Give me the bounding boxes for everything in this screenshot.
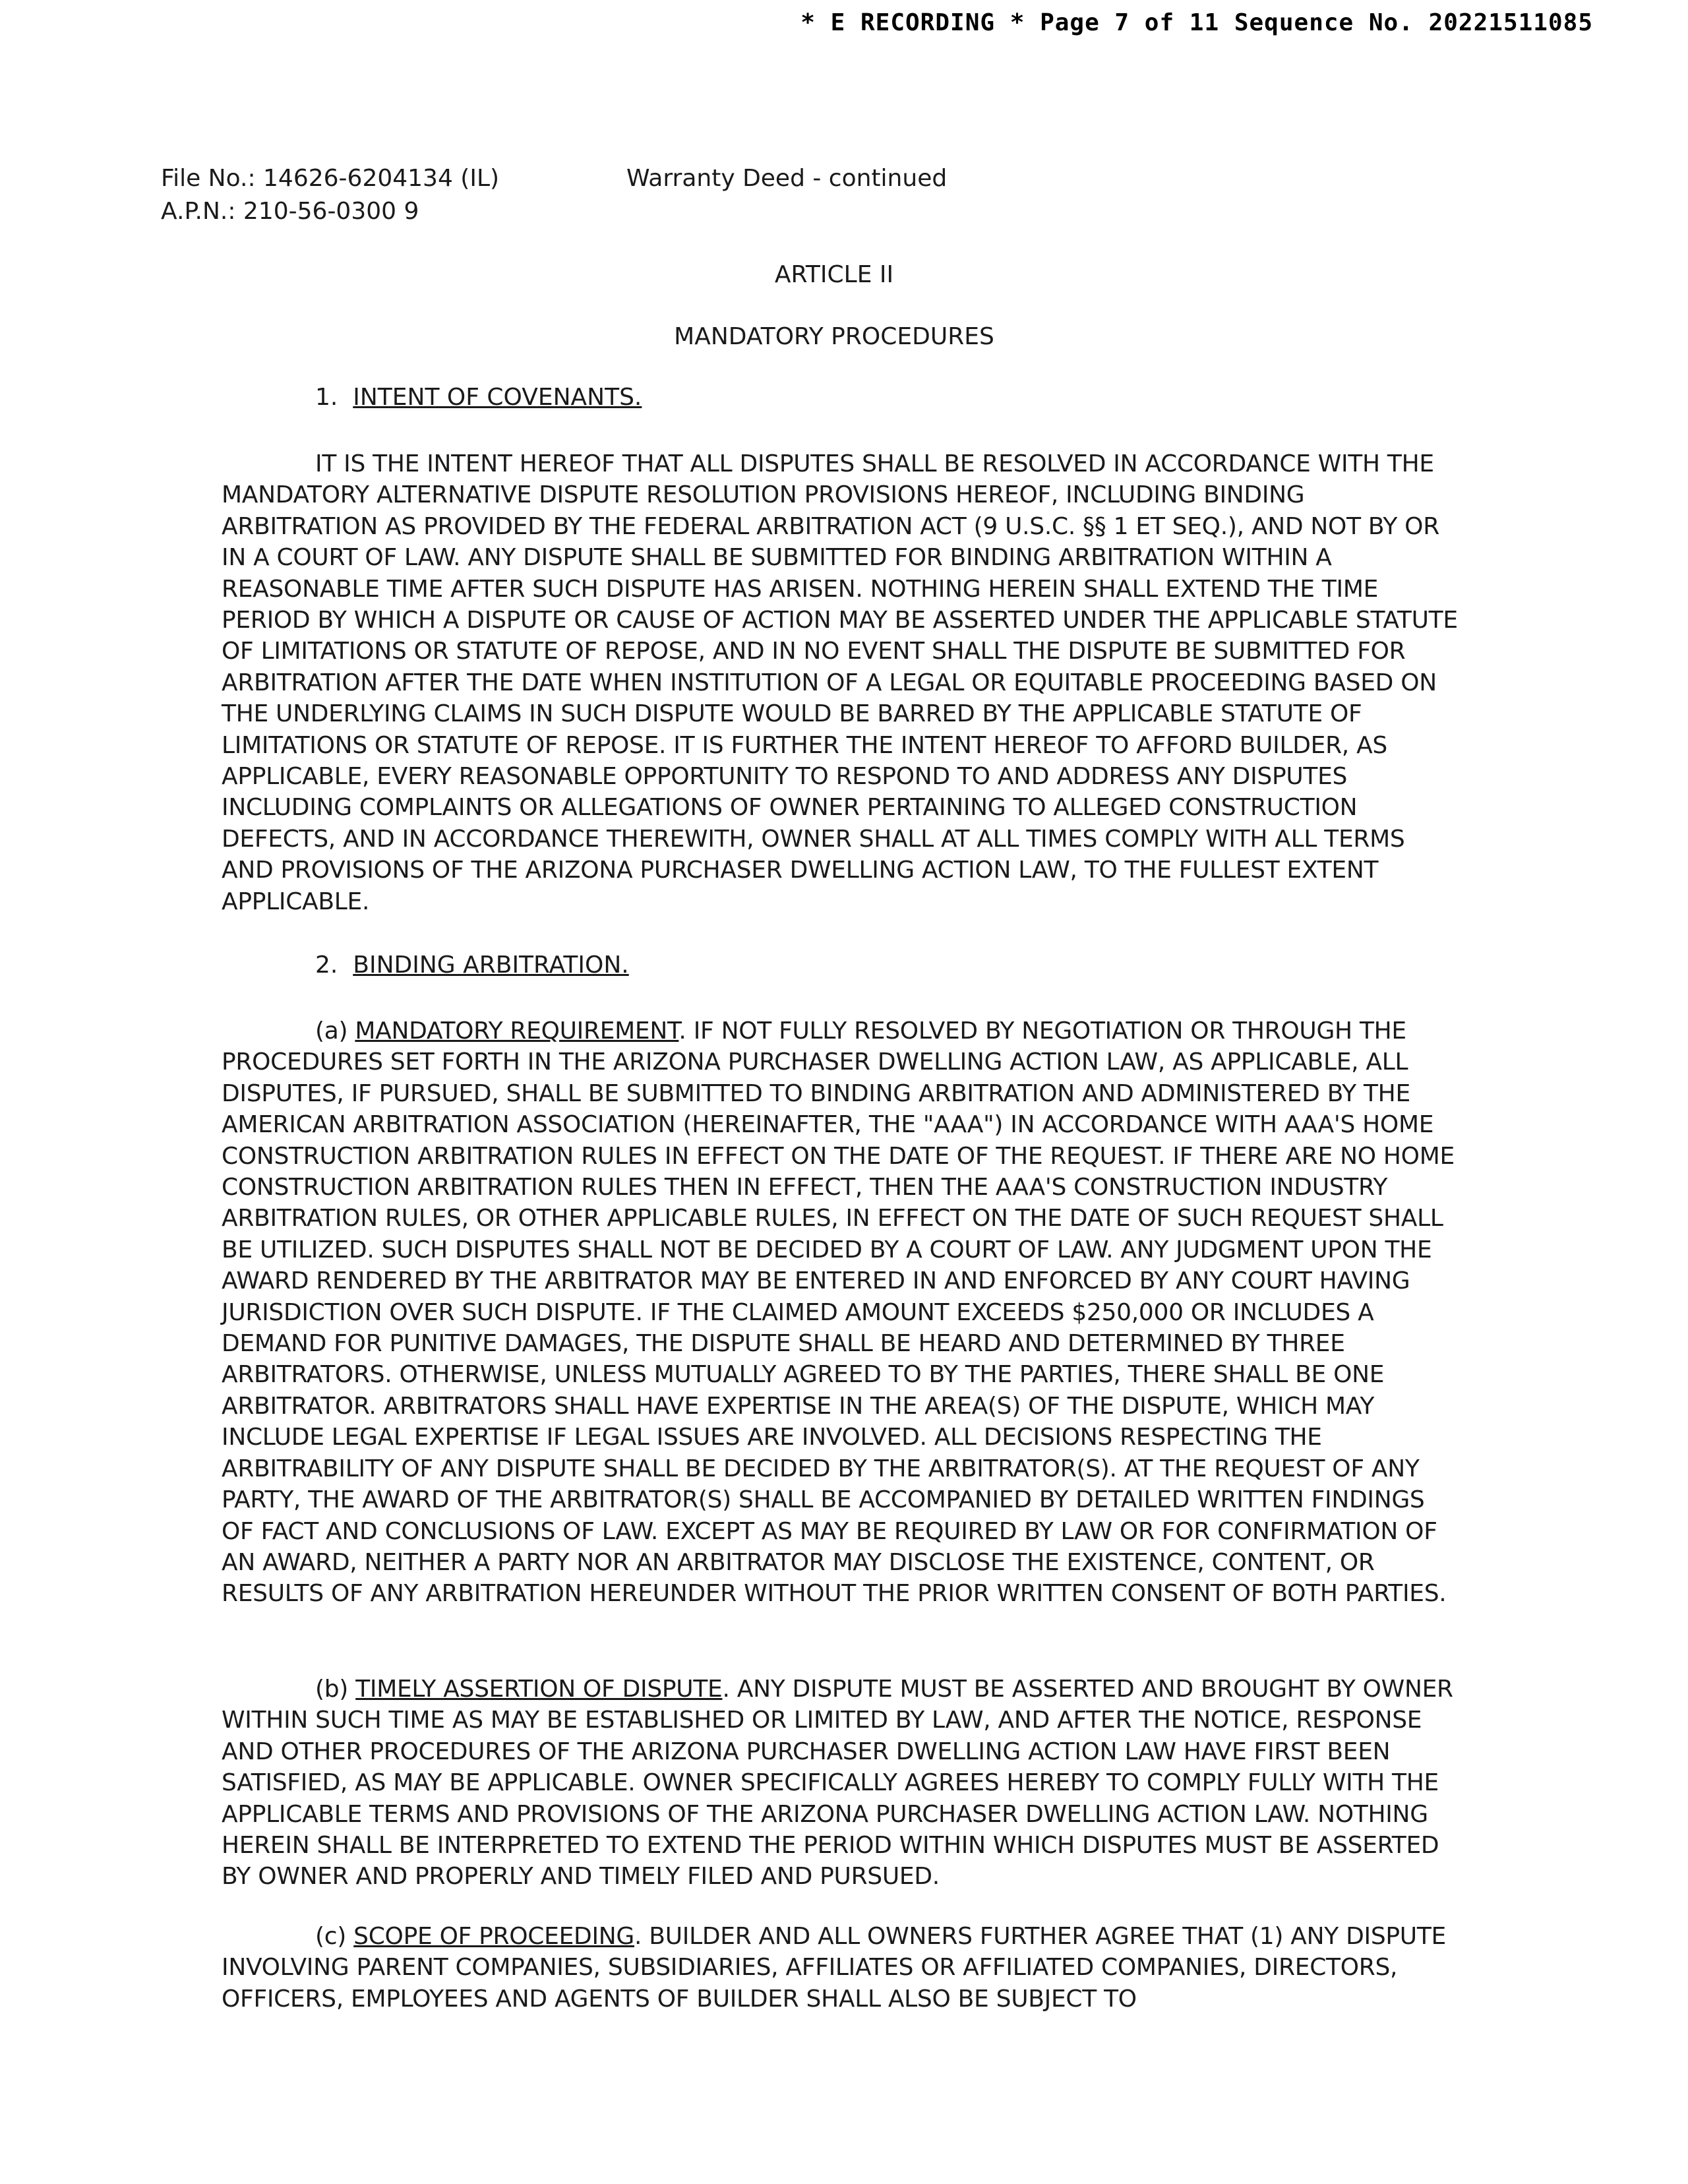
section-1-text: IT IS THE INTENT HEREOF THAT ALL DISPUTES SHALL BE RESOLVED IN ACCORDANCE WITH THE MANDATORY ALTERNATIVE DISPUTE RESOLUTION PROVISIONS HEREOF, INCLUDING BINDING ARBITRATION AS PROVIDED BY THE FEDERAL ARBITRATION ACT (9 U.S.C. §§ 1 ET SEQ.), AND NOT BY OR IN A COURT OF LAW. ANY DISPUTE SHALL BE SUBMITTED FOR BINDING ARBITRATION WITHIN A REASONABLE TIME AFTER SUCH DISPUTE HAS ARISEN. NOTHING HEREIN SHALL EXTEND THE TIME PERIOD BY WHICH A DISPUTE OR CAUSE OF ACTION MAY BE ASSERTED UNDER THE APPLICABLE STATUTE OF LIMITATIONS OR STATUTE OF REPOSE, AND IN NO EVENT SHALL THE DISPUTE BE SUBMITTED FOR ARBITRATION AFTER THE DATE WHEN INSTITUTION OF A LEGAL OR EQUITABLE PROCEEDING BASED ON THE UNDERLYING CLAIMS IN SUCH DISPUTE WOULD BE BARRED BY THE APPLICABLE STATUTE OF LIMITATIONS OR STATUTE OF REPOSE. IT IS FURTHER THE INTENT HEREOF TO AFFORD BUILDER, AS APPLICABLE, EVERY REASONABLE OPPORTUNITY TO RESPOND TO AND ADDRESS ANY DISPUTES INCLUDING COMPLAINTS OR ALLEGATIONS OF OWNER PERTAINING TO ALLEGED CONSTRUCTION DEFECTS, AND IN ACCORDANCE THEREWITH, OWNER SHALL AT ALL TIMES COMPLY WITH ALL TERMS AND PROVISIONS OF THE ARIZONA PURCHASER DWELLING ACTION LAW, TO THE FULLEST EXTENT APPLICABLE. <box>222 450 1458 915</box>
section-1-title: INTENT OF COVENANTS. <box>353 384 642 411</box>
apn-number: A.P.N.: 210-56-0300 9 <box>161 198 419 225</box>
subsection-c-label: (c) <box>315 1923 346 1950</box>
subsection-c <box>222 1921 1461 2015</box>
subsection-b <box>222 1674 1461 1893</box>
section-1-number: 1. <box>315 384 338 411</box>
subsection-b-label: (b) <box>315 1676 349 1703</box>
section-2-title: BINDING ARBITRATION. <box>353 952 629 979</box>
recording-header: * E RECORDING * Page 7 of 11 Sequence No. 20221511085 <box>800 9 1593 36</box>
subsection-c-title: SCOPE OF PROCEEDING <box>353 1923 635 1950</box>
subsection-a-text: . IF NOT FULLY RESOLVED BY NEGOTIATION OR THROUGH THE PROCEDURES SET FORTH IN THE ARIZONA PURCHASER DWELLING ACTION LAW, AS APPLICABLE, ALL DISPUTES, IF PURSUED, SHALL BE SUBMITTED TO BINDING ARBITRATION AND ADMINISTERED BY THE AMERICAN ARBITRATION ASSOCIATION (HEREINAFTER, THE "AAA") IN ACCORDANCE WITH AAA'S HOME CONSTRUCTION ARBITRATION RULES IN EFFECT ON THE DATE OF THE REQUEST. IF THERE ARE NO HOME CONSTRUCTION ARBITRATION RULES THEN IN EFFECT, THEN THE AAA'S CONSTRUCTION INDUSTRY ARBITRATION RULES, OR OTHER APPLICABLE RULES, IN EFFECT ON THE DATE OF SUCH REQUEST SHALL BE UTILIZED. SUCH DISPUTES SHALL NOT BE DECIDED BY A COURT OF LAW. ANY JUDGMENT UPON THE AWARD RENDERED BY THE ARBITRATOR MAY BE ENTERED IN AND ENFORCED BY ANY COURT HAVING JURISDICTION OVER SUCH DISPUTE. IF THE CLAIMED AMOUNT EXCEEDS $250,000 OR INCLUDES A DEMAND FOR PUNITIVE DAMAGES, THE DISPUTE SHALL BE HEARD AND DETERMINED BY THREE ARBITRATORS. OTHERWISE, UNLESS MUTUALLY AGREED TO BY THE PARTIES, THERE SHALL BE ONE ARBITRATOR. ARBITRATORS SHALL HAVE EXPERTISE IN THE AREA(S) OF THE DISPUTE, WHICH MAY INCLUDE LEGAL EXPERTISE IF LEGAL ISSUES ARE INVOLVED. ALL DECISIONS RESPECTING THE ARBITRABILITY OF ANY DISPUTE SHALL BE DECIDED BY THE ARBITRATOR(S). AT THE REQUEST OF ANY PARTY, THE AWARD OF THE ARBITRATOR(S) SHALL BE ACCOMPANIED BY DETAILED WRITTEN FINDINGS OF FACT AND CONCLUSIONS OF LAW. EXCEPT AS MAY BE REQUIRED BY LAW OR FOR CONFIRMATION OF AN AWARD, NEITHER A PARTY NOR AN ARBITRATOR MAY DISCLOSE THE EXISTENCE, CONTENT, OR RESULTS OF ANY ARBITRATION HEREUNDER WITHOUT THE PRIOR WRITTEN CONSENT OF BOTH PARTIES. <box>222 1017 1455 1608</box>
subsection-b-title: TIMELY ASSERTION OF DISPUTE <box>355 1676 723 1703</box>
file-number: File No.: 14626-6204134 (IL) <box>161 165 500 192</box>
section-1-body <box>222 448 1461 917</box>
section-2-heading <box>315 952 629 979</box>
subsection-b-text: . ANY DISPUTE MUST BE ASSERTED AND BROUGHT BY OWNER WITHIN SUCH TIME AS MAY BE ESTABLISHED OR LIMITED BY LAW, AND AFTER THE NOTICE, RESPONSE AND OTHER PROCEDURES OF THE ARIZONA PURCHASER DWELLING ACTION LAW HAVE FIRST BEEN SATISFIED, AS MAY BE APPLICABLE. OWNER SPECIFICALLY AGREES HEREBY TO COMPLY FULLY WITH THE APPLICABLE TERMS AND PROVISIONS OF THE ARIZONA PURCHASER DWELLING ACTION LAW. NOTHING HEREIN SHALL BE INTERPRETED TO EXTEND THE PERIOD WITHIN WHICH DISPUTES MUST BE ASSERTED BY OWNER AND PROPERLY AND TIMELY FILED AND PURSUED. <box>222 1676 1453 1891</box>
file-info <box>161 162 499 228</box>
subsection-a <box>222 1016 1461 1610</box>
article-subtitle: MANDATORY PROCEDURES <box>674 323 994 350</box>
document-type: Warranty Deed - continued <box>626 165 948 192</box>
subsection-a-label: (a) <box>315 1017 348 1045</box>
subsection-a-title: MANDATORY REQUIREMENT <box>355 1017 679 1045</box>
article-title: ARTICLE II <box>774 261 894 288</box>
subsection-c-text: . BUILDER AND ALL OWNERS FURTHER AGREE THAT (1) ANY DISPUTE INVOLVING PARENT COMPANIES, SUBSIDIARIES, AFFILIATES OR AFFILIATED COMPANIES, DIRECTORS, OFFICERS, EMPLOYEES AND AGENTS OF BUILDER SHALL ALSO BE SUBJECT TO <box>222 1923 1446 2013</box>
section-2-number: 2. <box>315 952 338 979</box>
section-1-heading <box>315 384 642 411</box>
